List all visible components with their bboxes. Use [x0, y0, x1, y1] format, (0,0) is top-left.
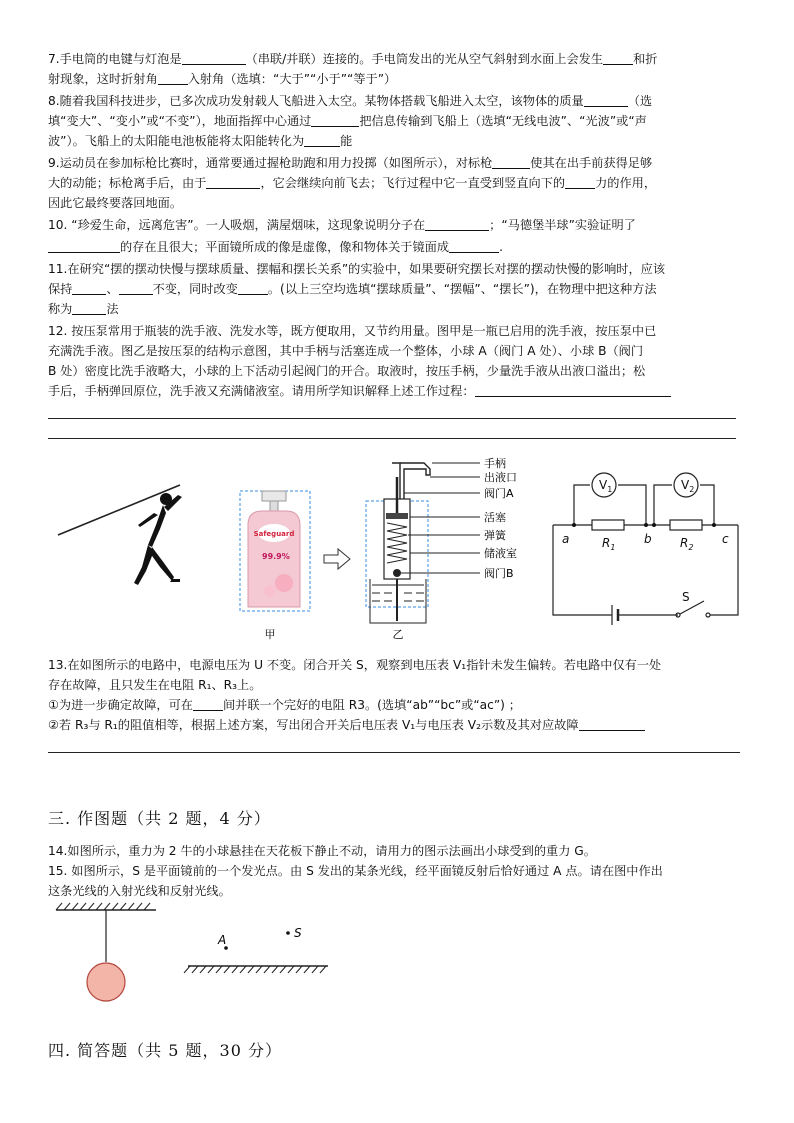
soap-bottle-figure [240, 491, 310, 611]
q12-line1: 12. 按压泵常用于瓶装的洗手液、洗发水等，既方便取用，又节约用量。图甲是一瓶已启用的洗手液，按压泵中已 [48, 324, 657, 338]
q15-line1: 15. 如图所示，S 是平面镜前的一个发光点。由 S 发出的某条光线，经平面镜反射后恰好通过 A 点。请在图中作出 [48, 864, 663, 878]
q13-blank1[interactable] [193, 697, 223, 711]
q8-blank1[interactable] [584, 93, 628, 107]
q12-answer-blank[interactable] [475, 383, 671, 397]
q12-line4: 手后，手柄弹回原位，洗手液又充满储液室。请用所学知识解释上述工作过程： [48, 382, 671, 400]
node-c-label: c [722, 532, 729, 546]
voltmeter-v1-label: $V_1$ [599, 478, 613, 494]
q13-line1: 13.在如图所示的电路中，电源电压为 U 不变。闭合开关 S，观察到电压表 V₁指针未发生偏转。若电路中仅有一处 [48, 658, 662, 672]
pump-label-spring: 弹簧 [484, 529, 506, 542]
q7-line2: 射现象，这时折射角 入射角（选填：“大于”“小于”“等于”） [48, 72, 397, 86]
q15-line2: 这条光线的入射光线和反射光线。 [48, 884, 231, 898]
voltmeter-v2-label: $V_2$ [681, 478, 695, 494]
q10-blank1[interactable] [425, 217, 489, 231]
point-a-label: A [218, 933, 227, 947]
caption-yi: 乙 [392, 628, 404, 641]
q8-blank2[interactable] [311, 113, 359, 127]
q7-blank1[interactable] [182, 51, 246, 65]
q9-blank1[interactable] [492, 155, 530, 169]
node-a-label: a [562, 532, 570, 546]
javelin-thrower-figure [58, 485, 182, 585]
node-b-label: b [644, 532, 652, 546]
section-3-heading: 三. 作图题（共 2 题，4 分） [48, 809, 271, 828]
q12-answer-line-1[interactable] [48, 418, 736, 419]
q10-line2: 的存在且很大；平面镜所成的像是虚像，像和物体关于镜面成 . [48, 238, 503, 256]
pump-label-chamber: 储液室 [484, 547, 517, 560]
q10-blank3[interactable] [449, 239, 499, 253]
q11-blank2[interactable] [119, 281, 153, 295]
q9-blank3[interactable] [565, 175, 595, 189]
pump-label-valve-b: 阀门B [484, 567, 514, 580]
q8-line2: 填“变大”、“变小”或“不变”），地面指挥中心通过 把信息传输到飞船上（选填“无线电波”、“光波”或“声 [48, 114, 647, 128]
q13-answer-line[interactable] [48, 752, 740, 753]
q12-line2: 充满洗手液。图乙是按压泵的结构示意图，其中手柄与活塞连成一个整体，小球 A（阀门 A 处）、小球 B（阀门 [48, 344, 644, 358]
q10-blank2[interactable] [48, 239, 120, 253]
q14-q15-figures [48, 900, 368, 1010]
q11-line3: 称为 法 [48, 302, 119, 316]
q7-line1: 7.手电筒的电键与灯泡是 （串联/并联）连接的。手电筒发出的光从空气斜射到水面上会发生 和折 [48, 52, 658, 66]
figures-row [48, 455, 748, 645]
q8-line1: 8.随着我国科技进步，已多次成功发射载人飞船进入太空。某物体搭载飞船进入太空，该物体的质量 （选 [48, 94, 653, 108]
q9-line3: 因此它最终要落回地面。 [48, 196, 183, 210]
q8-blank3[interactable] [304, 133, 340, 147]
q11-blank3[interactable] [238, 281, 268, 295]
pump-label-valve-a: 阀门A [484, 487, 514, 500]
arrow-right-icon [324, 549, 350, 569]
bottle-brand-label: Safeguard [253, 530, 295, 538]
q7-blank3[interactable] [158, 71, 188, 85]
q9-blank2[interactable] [206, 175, 260, 189]
q9-line1: 9.运动员在参加标枪比赛时，通常要通过握枪助跑和用力投掷（如图所示），对标枪 使其在出手前获得足够 [48, 156, 653, 170]
pump-label-outlet: 出液口 [484, 471, 517, 484]
hanging-ball-figure [56, 903, 156, 1001]
q13-line2: 存在故障，且只发生在电阻 R₁、R₃上。 [48, 678, 262, 692]
q11-blank4[interactable] [72, 301, 106, 315]
pump-label-piston: 活塞 [484, 511, 506, 524]
q13-blank2[interactable] [579, 717, 645, 731]
switch-s-label: S [682, 590, 690, 604]
q11-blank1[interactable] [72, 281, 106, 295]
bottle-rate-label: 99.9% [262, 552, 290, 561]
q8-line3: 波”）。飞船上的太阳能电池板能将太阳能转化为 能 [48, 134, 353, 148]
plane-mirror-figure [184, 926, 328, 973]
caption-jia: 甲 [264, 628, 276, 641]
q13-line4: ②若 R₃与 R₁的阻值相等，根据上述方案，写出闭合开关后电压表 V₁与电压表 V₂示数及其对应故障 [48, 716, 645, 734]
q10-line1: 10. “珍爱生命，远离危害”。一人吸烟，满屋烟味，这现象说明分子在 ；“马德堡半球”实验证明了 [48, 218, 636, 232]
q12-line3: B 处）密度比洗手液略大，小球的上下活动引起阀门的开合。取液时，按压手柄，少量洗手液从出液口溢出；松 [48, 364, 646, 378]
q14-text: 14.如图所示，重力为 2 牛的小球悬挂在天花板下静止不动，请用力的图示法画出小球受到的重力 G。 [48, 844, 596, 858]
resistor-r1-label: $R_1$ [602, 536, 616, 552]
circuit-diagram-figure [553, 473, 738, 625]
point-s-label: S [294, 926, 302, 940]
q9-line2: 大的动能；标枪离手后，由于 ，它会继续向前飞去；飞行过程中它一直受到竖直向下的 力的作用， [48, 176, 657, 190]
q13-line3: ①为进一步确定故障，可在 间并联一个完好的电阻 R3。(选填“ab”“bc”或“ac”) ； [48, 698, 521, 712]
section-4-heading: 四. 简答题（共 5 题，30 分） [48, 1041, 282, 1060]
pump-diagram-figure [366, 456, 517, 623]
q12-answer-line-2[interactable] [48, 438, 736, 439]
q11-line1: 11.在研究“摆的摆动快慢与摆球质量、摆幅和摆长关系”的实验中，如果要研究摆长对摆的摆动快慢的影响时，应该 [48, 262, 666, 276]
resistor-r2-label: $R_2$ [680, 536, 694, 552]
q7-blank2[interactable] [603, 51, 633, 65]
q11-line2: 保持 、 不变，同时改变 。(以上三空均选填“摆球质量”、“摆幅”、“摆长”)，在物理中把这种方法 [48, 282, 657, 296]
pump-label-handle: 手柄 [484, 457, 506, 470]
